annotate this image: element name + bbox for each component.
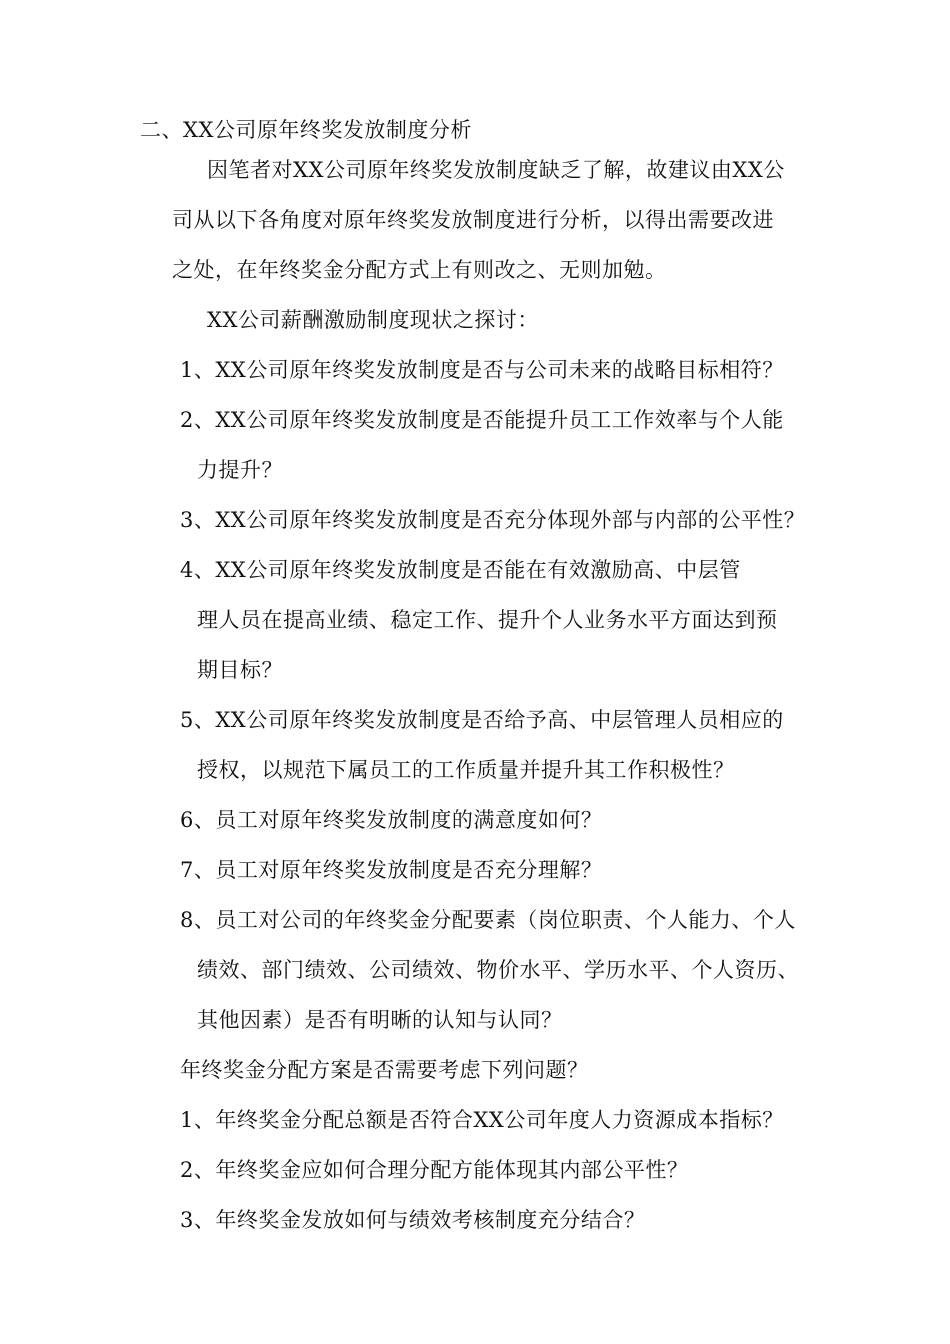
subheading-salary-incentive: XX公司薪酬激励制度现状之探讨： — [207, 308, 539, 332]
subheading-bonus-plan: 年终奖金分配方案是否需要考虑下列问题？ — [180, 1058, 589, 1082]
list2-item-2: 2、年终奖金应如何合理分配方能体现其内部公平性？ — [180, 1158, 689, 1182]
intro-line-2: 司从以下各角度对原年终奖发放制度进行分析，以得出需要改进 — [172, 208, 774, 232]
list1-item-4-line-3: 期目标？ — [197, 658, 283, 682]
list1-item-3: 3、XX公司原年终奖发放制度是否充分体现外部与内部的公平性？ — [180, 508, 806, 532]
section-heading: 二、XX公司原年终奖发放制度分析 — [140, 118, 472, 142]
list1-item-2-line-1: 2、XX公司原年终奖发放制度是否能提升员工工作效率与个人能 — [180, 408, 784, 432]
list1-item-5-line-1: 5、XX公司原年终奖发放制度是否给予高、中层管理人员相应的 — [180, 708, 784, 732]
list2-item-1: 1、年终奖金分配总额是否符合XX公司年度人力资源成本指标？ — [180, 1108, 784, 1132]
list1-item-2-line-2: 力提升？ — [197, 458, 283, 482]
list1-item-4-line-1: 4、XX公司原年终奖发放制度是否能在有效激励高、中层管 — [180, 558, 741, 582]
list1-item-8-line-3: 其他因素）是否有明晰的认知与认同？ — [197, 1008, 563, 1032]
intro-line-3: 之处，在年终奖金分配方式上有则改之、无则加勉。 — [172, 258, 667, 282]
list1-item-8-line-2: 绩效、部门绩效、公司绩效、物价水平、学历水平、个人资历、 — [197, 958, 799, 982]
list1-item-4-line-2: 理人员在提高业绩、稳定工作、提升个人业务水平方面达到预 — [197, 608, 778, 632]
list1-item-5-line-2: 授权，以规范下属员工的工作质量并提升其工作积极性？ — [197, 758, 735, 782]
list1-item-7: 7、员工对原年终奖发放制度是否充分理解？ — [180, 858, 603, 882]
list1-item-6: 6、员工对原年终奖发放制度的满意度如何？ — [180, 808, 603, 832]
intro-line-1: 因笔者对XX公司原年终奖发放制度缺乏了解，故建议由XX公 — [207, 158, 785, 182]
list1-item-1: 1、XX公司原年终奖发放制度是否与公司未来的战略目标相符？ — [180, 358, 784, 382]
list2-item-3: 3、年终奖金发放如何与绩效考核制度充分结合？ — [180, 1208, 646, 1232]
list1-item-8-line-1: 8、员工对公司的年终奖金分配要素（岗位职责、个人能力、个人 — [180, 908, 796, 932]
